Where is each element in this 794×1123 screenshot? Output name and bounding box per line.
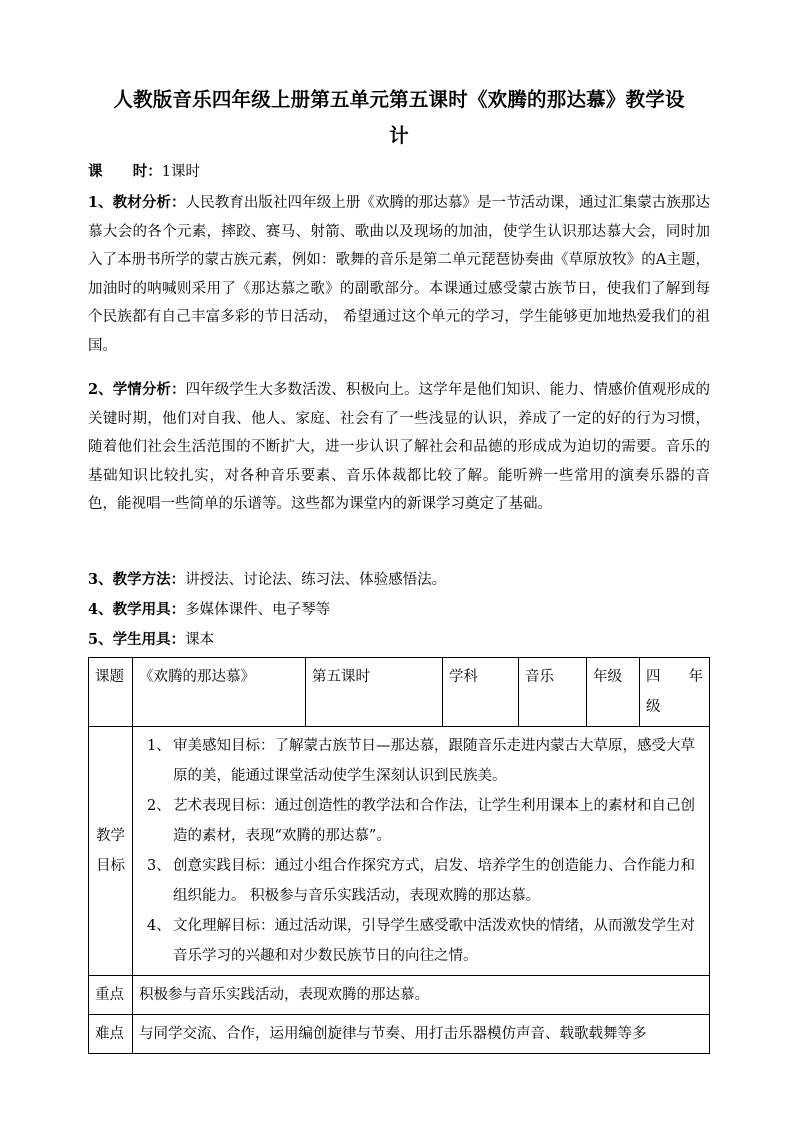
goal-item [147, 851, 701, 911]
key-value-cell: 积极参与音乐实践活动，表现欢腾的那达慕。 [133, 976, 710, 1015]
table-row [89, 976, 710, 1015]
student-tools-line [88, 629, 214, 651]
lesson-table [88, 657, 710, 1054]
goal-item [147, 911, 701, 971]
grade-label-cell: 年级 [587, 658, 640, 727]
topic-value-cell: 《欢腾的那达慕》 [133, 658, 306, 727]
students-label: 2、学情分析： [88, 381, 186, 398]
table-row [89, 658, 710, 727]
table-row [89, 727, 710, 976]
analysis-label: 1、教材分析： [88, 194, 186, 211]
goal-number: 2、 [147, 798, 171, 814]
table-row [89, 1015, 710, 1054]
difficulty-value-cell: 与同学交流、合作，运用编创旋律与节奏、用打击乐器模仿声音、载歌载舞等多 [133, 1015, 710, 1054]
goal-text: 审美感知目标：了解蒙古族节日—那达慕，跟随音乐走进内蒙古大草原，感受大草原的美，能通过课堂活动使学生深刻认识到民族美。 [173, 738, 695, 784]
topic-label-cell: 课题 [89, 658, 133, 727]
key-label-cell: 重点 [89, 976, 133, 1015]
method-line [88, 569, 446, 591]
grade-value-part-2: 年 [688, 669, 703, 685]
period-label: 课 时： [88, 163, 162, 180]
goals-label-line-1: 教学 [96, 828, 125, 844]
goal-number: 3、 [147, 858, 171, 874]
goal-item [147, 731, 701, 791]
tools-line [88, 599, 330, 621]
title-line-2: 计 [389, 124, 409, 147]
goal-item [147, 791, 701, 851]
tools-value: 多媒体课件、电子琴等 [185, 602, 331, 618]
student-tools-label: 5、学生用具： [88, 631, 186, 648]
goals-label-line-2: 目标 [96, 858, 125, 874]
goal-text: 艺术表现目标：通过创造性的教学法和合作法，让学生利用课本上的素材和自己创造的素材，表现“欢腾的那达慕”。 [173, 798, 695, 844]
grade-value-cell [640, 658, 710, 727]
period-line [88, 161, 200, 183]
goal-number: 4、 [147, 918, 171, 934]
lesson-value-cell: 第五课时 [306, 658, 443, 727]
analysis-text: 人民教育出版社四年级上册《欢腾的那达慕》是一节活动课，通过汇集蒙古族那达慕大会的各个元素，摔跤、赛马、射箭、歌曲以及现场的加油，使学生认识那达慕大会，同时加入了本册书所学的蒙古族元素，例如：歌舞的音乐是第二单元琵琶协奏曲《草原放牧》的A主题，加油时的呐喊则采用了《那达慕之歌》的副歌部分。本课通过感受蒙古族节日，使我们了解到每个民族都有自己丰富多彩的节日活动， 希望通过这个单元的学习，学生能够更加地热爱我们的祖国。 [88, 195, 710, 354]
grade-value-part-1: 四 [646, 669, 661, 685]
difficulty-label-cell: 难点 [89, 1015, 133, 1054]
grade-value-part-3: 级 [646, 699, 661, 715]
title-line-1: 人教版音乐四年级上册第五单元第五课时《欢腾的那达慕》教学设 [113, 88, 685, 111]
analysis-paragraph [88, 189, 710, 361]
tools-label: 4、教学用具： [88, 601, 186, 618]
document-title [88, 82, 710, 154]
goals-label-cell [89, 727, 133, 976]
goal-text: 创意实践目标：通过小组合作探究方式，启发、培养学生的创造能力、合作能力和组织能力。 积极参与音乐实践活动，表现欢腾的那达慕。 [173, 858, 695, 904]
goals-cell [133, 727, 710, 976]
students-text: 四年级学生大多数活泼、积极向上。这学年是他们知识、能力、情感价值观形成的关键时期，他们对自我、他人、家庭、社会有了一些浅显的认识，养成了一定的好的行为习惯，随着他们社会生活范围的不断扩大，进一步认识了解社会和品德的形成成为迫切的需要。音乐的基础知识比较扎实，对各种音乐要素、音乐体裁都比较了解。能听辨一些常用的演奏乐器的音色，能视唱一些简单的乐谱等。这些都为课堂内的新课学习奠定了基础。 [88, 382, 710, 513]
subject-label-cell: 学科 [443, 658, 519, 727]
students-paragraph [88, 376, 710, 519]
period-value: 1课时 [161, 164, 201, 180]
goal-text: 文化理解目标：通过活动课，引导学生感受歌中活泼欢快的情绪，从而激发学生对音乐学习的兴趣和对少数民族节日的向往之情。 [173, 918, 695, 964]
student-tools-value: 课本 [185, 632, 215, 648]
goal-number: 1、 [147, 738, 171, 754]
subject-value-cell: 音乐 [519, 658, 587, 727]
method-label: 3、教学方法： [88, 571, 186, 588]
method-value: 讲授法、讨论法、练习法、体验感悟法。 [185, 572, 447, 588]
